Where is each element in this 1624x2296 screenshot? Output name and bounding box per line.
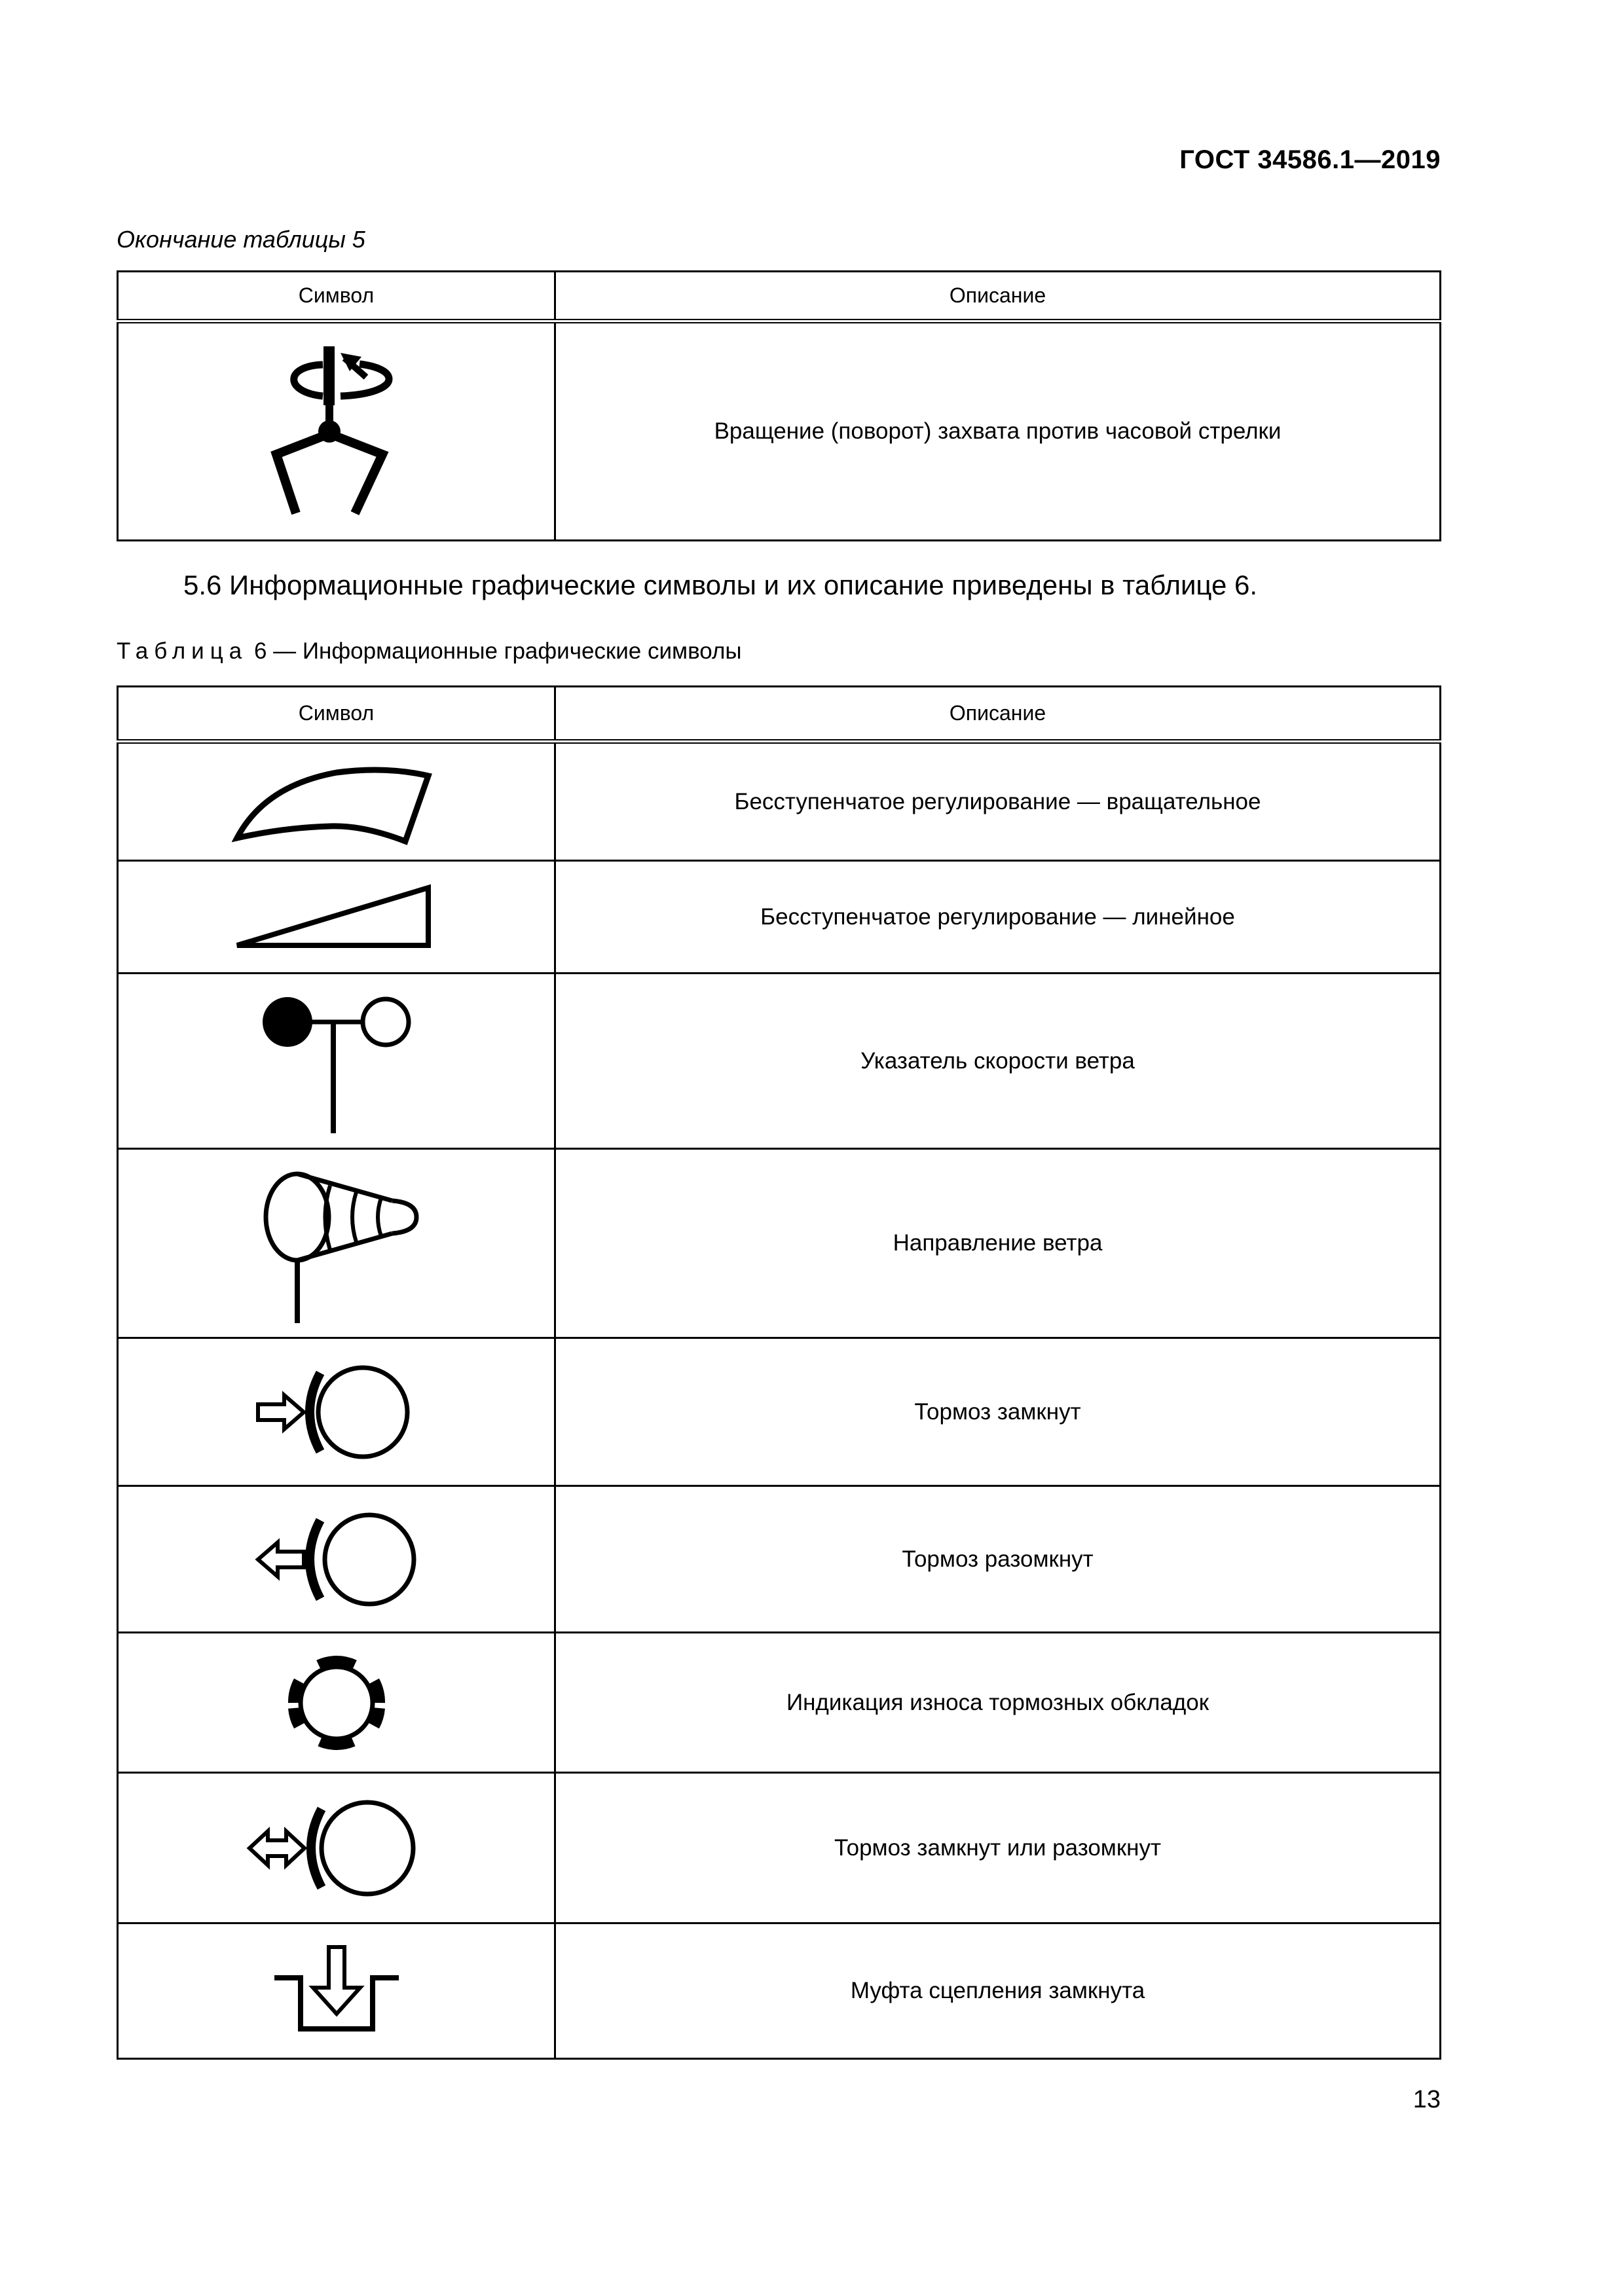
table6-row-description: Бесступенчатое регулирование — линейное	[555, 861, 1441, 974]
brake-closed-icon	[248, 1353, 425, 1471]
table5	[117, 270, 1441, 541]
table6-col-description: Описание	[555, 687, 1441, 742]
brake-lining-wear-icon	[265, 1637, 409, 1768]
table6-caption	[117, 638, 742, 665]
table6-caption-prefix: Таблица	[117, 638, 248, 664]
table-row	[118, 1149, 1441, 1338]
table-row	[118, 861, 1441, 974]
table-row	[118, 1773, 1441, 1923]
brake-open-icon	[248, 1501, 425, 1618]
table6	[117, 685, 1441, 2060]
table6-row-description: Индикация износа тормозных обкладок	[555, 1633, 1441, 1773]
table6-row-description: Муфта сцепления замкнута	[555, 1923, 1441, 2059]
table-row	[118, 1338, 1441, 1486]
clutch-engaged-icon	[271, 1942, 402, 2040]
table-row	[118, 974, 1441, 1149]
table6-row-description: Тормоз замкнут	[555, 1338, 1441, 1486]
table-row	[118, 1486, 1441, 1633]
table6-row-description: Тормоз замкнут или разомкнут	[555, 1773, 1441, 1923]
stepless-linear-adjustment-icon	[232, 881, 441, 953]
table6-row-description: Бесступенчатое регулирование — вращательное	[555, 742, 1441, 861]
table6-caption-rest: 6 — Информационные графические символы	[248, 638, 742, 664]
table-row	[118, 742, 1441, 861]
wind-speed-indicator-icon	[251, 983, 422, 1140]
page-number: 13	[1412, 2086, 1441, 2113]
table6-col-symbol: Символ	[118, 687, 555, 742]
table5-row-description: Вращение (поворот) захвата против часовой стрелки	[555, 321, 1441, 541]
table5-col-description: Описание	[555, 272, 1441, 321]
standard-code: ГОСТ 34586.1—2019	[1179, 145, 1441, 174]
brake-closed-or-open-icon	[242, 1789, 432, 1907]
table-row	[118, 321, 1441, 541]
table5-continuation-label: Окончание таблицы 5	[117, 226, 365, 253]
table-row	[118, 1923, 1441, 2059]
table6-row-description: Направление ветра	[555, 1149, 1441, 1338]
grip-rotate-counterclockwise-icon	[258, 333, 415, 530]
table5-col-symbol: Символ	[118, 272, 555, 321]
section-paragraph: 5.6 Информационные графические символы и их описание приведены в таблице 6.	[183, 570, 1258, 600]
table6-row-description: Тормоз разомкнут	[555, 1486, 1441, 1633]
stepless-rotary-adjustment-icon	[232, 753, 441, 851]
table6-row-description: Указатель скорости ветра	[555, 974, 1441, 1149]
wind-direction-icon	[251, 1158, 422, 1328]
table-row	[118, 1633, 1441, 1773]
